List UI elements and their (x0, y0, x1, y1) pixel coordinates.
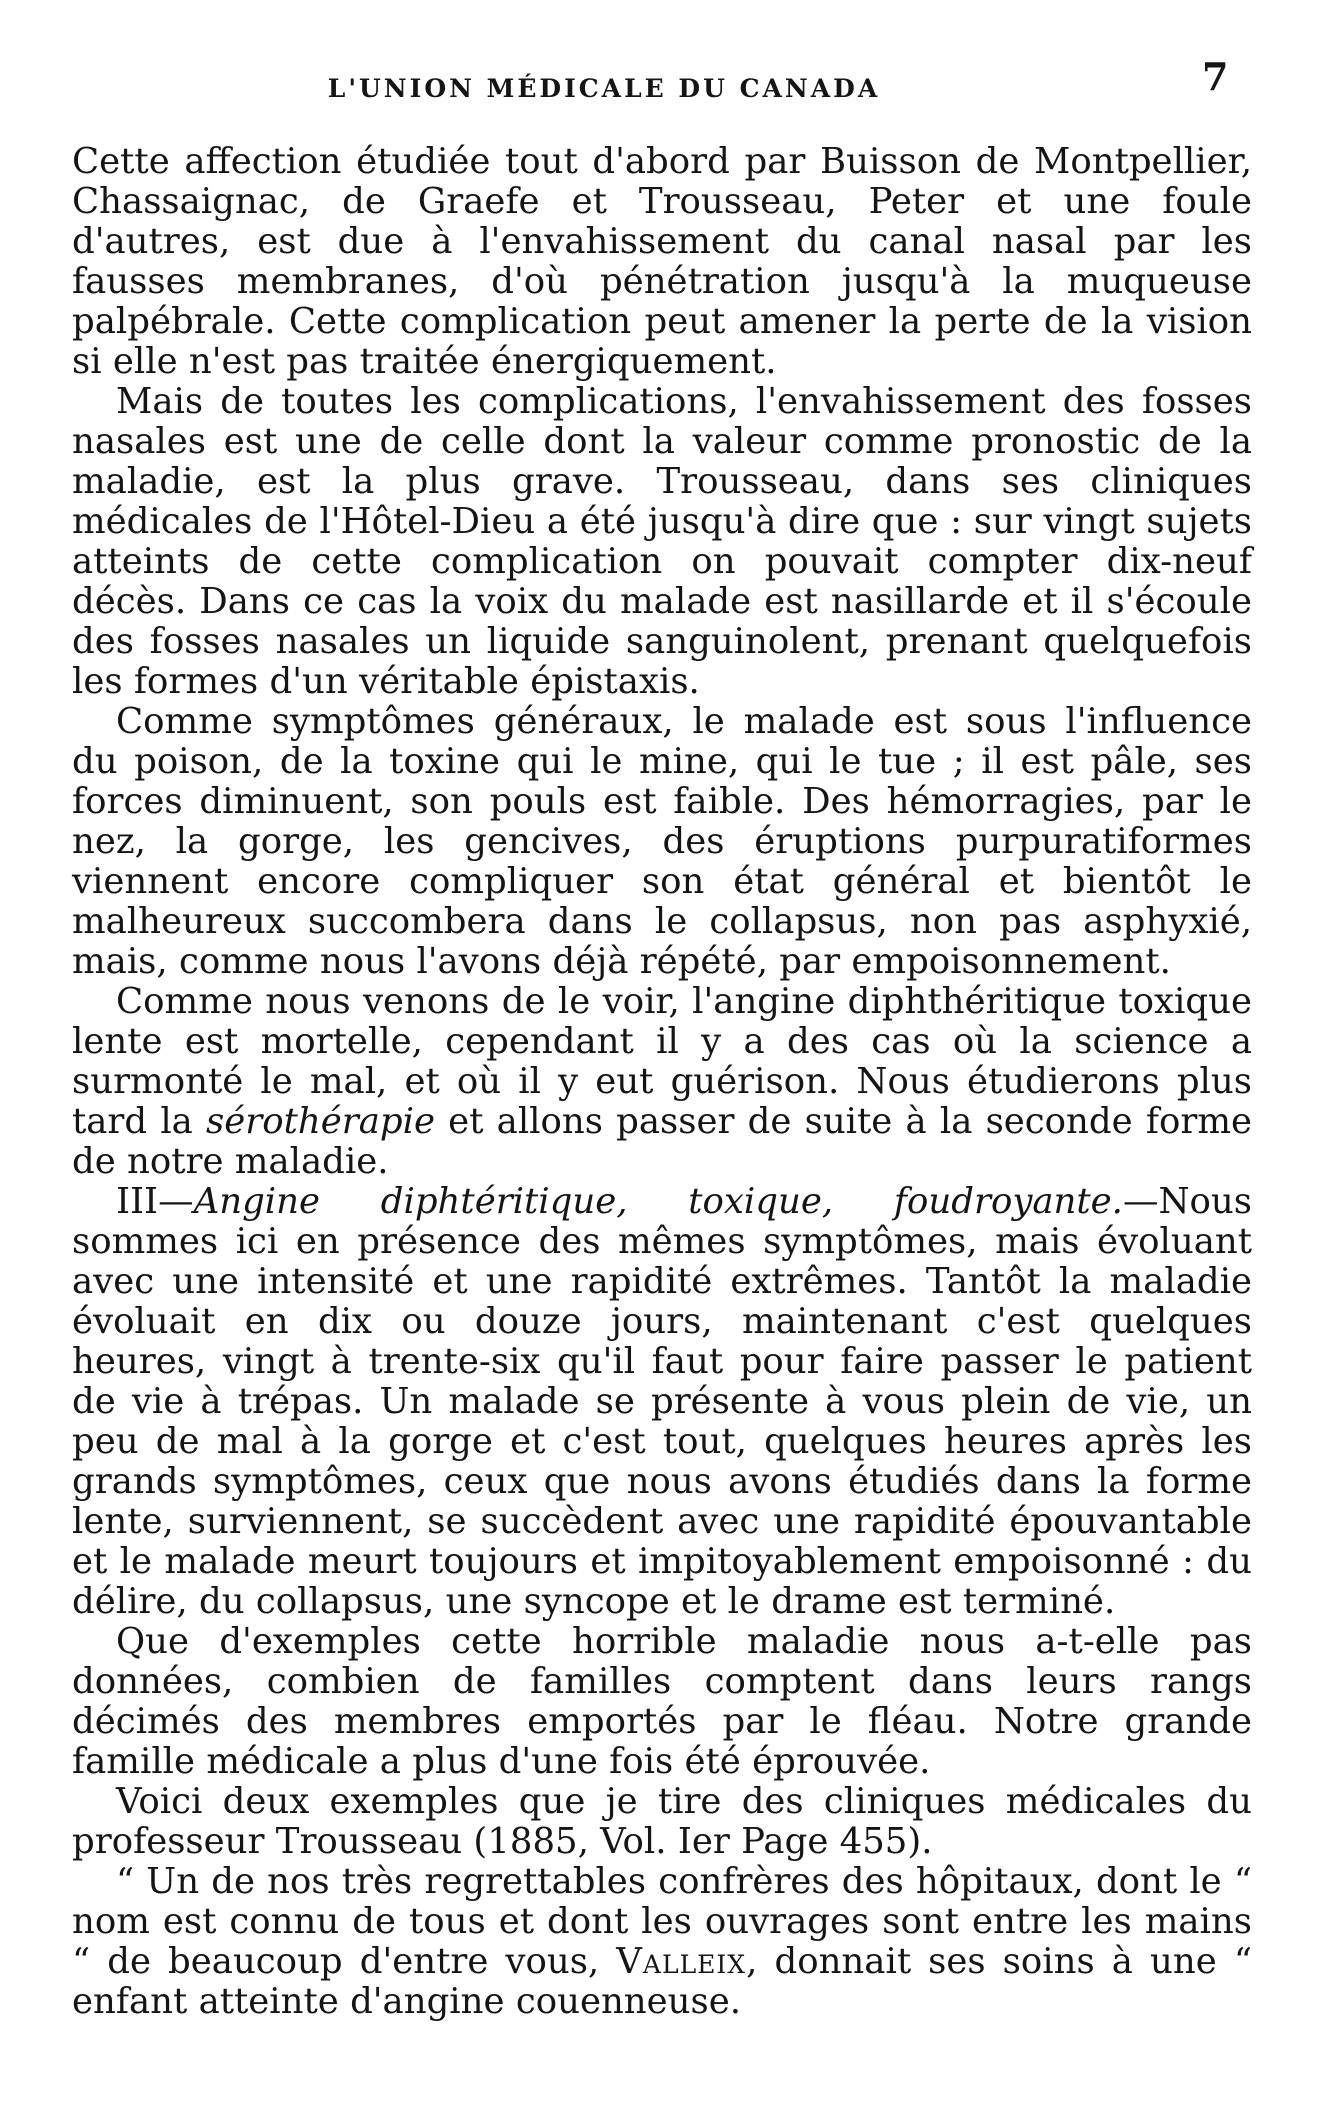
quotation-name: Valleix (616, 1941, 747, 1982)
paragraph-nasal-complication: Mais de toutes les complications, l'envahissement des fosses nasales est une de celle dont la valeur comme pronostic de la maladie, est la plus grave. Trousseau, dans ses cliniques médicales de l'Hôtel-Dieu a été jusqu'à dire que : sur vingt sujets atteints de cette complication on pouvait compter dix-neuf décès. Dans ce cas la voix du malade est nasillarde et il s'écoule des fosses nasales un liquide sanguinolent, prenant quelquefois les formes d'un véritable épistaxis. (72, 381, 1252, 702)
quotation-valleix (72, 1862, 1252, 2022)
serotherapie-after: et allons passer de suite à la seconde forme de notre maladie. (72, 1101, 1253, 1182)
paragraph-ophthalmic-complication: Cette affection étudiée tout d'abord par Buisson de Montpellier, Chassaignac, de Graefe et Trousseau, Peter et une foule d'autres, est due à l'envahissement du canal nasal par les fausses membranes, d'où pénétration jusqu'à la muqueuse palpébrale. Cette complication peut amener la perte de la vision si elle n'est pas traitée énergiquement. (72, 141, 1252, 382)
paragraph-trousseau-citation: Voici deux exemples que je tire des cliniques médicales du professeur Trousseau (1885, Vol. Ier Page 455). (72, 1781, 1252, 1862)
running-head (0, 74, 1328, 103)
section-iii-text: —Nous sommes ici en présence des mêmes symptômes, mais évoluant avec une intensité et une rapidité extrêmes. Tantôt la maladie évoluait en dix ou douze jours, maintenant c'est quelques heures, vingt à trente-six qu'il faut pour faire passer le patient de vie à trépas. Un malade se présente à vous plein de vie, un peu de mal à la gorge et c'est tout, quelques heures après les grands symptômes, ceux que nous avons étudiés dans la forme lente, surviennent, se succèdent avec une rapidité épouvantable et le malade meurt toujours et impitoyablement empoisonné : du délire, du collapsus, une syncope et le drame est terminé. (72, 1181, 1252, 1622)
paragraph-serotherapie (72, 982, 1252, 1182)
page-number: 7 (1202, 54, 1229, 99)
quotation-before: “ Un de nos très regrettables confrères des hôpitaux, dont le “ nom est connu de tous et dont les ouvrages sont entre les mains “ de beaucoup d'entre vous, (72, 1861, 1252, 1982)
quotation-after: , donnait ses soins à une “ enfant atteinte d'angine couenneuse. (72, 1941, 1252, 2022)
serotherapie-italic: sérothérapie (206, 1101, 435, 1142)
section-iii-paragraph (72, 1182, 1252, 1622)
body-text (72, 142, 1252, 2022)
running-title: L'UNION MÉDICALE DU CANADA (327, 74, 881, 103)
section-iii-title: Angine diphtéritique, toxique, foudroyante. (193, 1181, 1123, 1222)
paragraph-examples: Que d'exemples cette horrible maladie nous a-t-elle pas données, combien de familles comptent dans leurs rangs décimés des membres emportés par le fléau. Notre grande famille médicale a plus d'une fois été éprouvée. (72, 1621, 1252, 1782)
paragraph-general-symptoms: Comme symptômes généraux, le malade est sous l'influence du poison, de la toxine qui le mine, qui le tue ; il est pâle, ses forces diminuent, son pouls est faible. Des hémorragies, par le nez, la gorge, les gencives, des éruptions purpuratiformes viennent encore compliquer son état général et bientôt le malheureux succombera dans le collapsus, non pas asphyxié, mais, comme nous l'avons déjà répété, par empoisonnement. (72, 701, 1252, 982)
section-iii-numeral: III— (116, 1181, 194, 1222)
serotherapie-before: Comme nous venons de le voir, l'angine diphthéritique toxique lente est mortelle, cependant il y a des cas où la science a surmonté le mal, et où il y eut guérison. Nous étudierons plus tard la (72, 981, 1252, 1142)
